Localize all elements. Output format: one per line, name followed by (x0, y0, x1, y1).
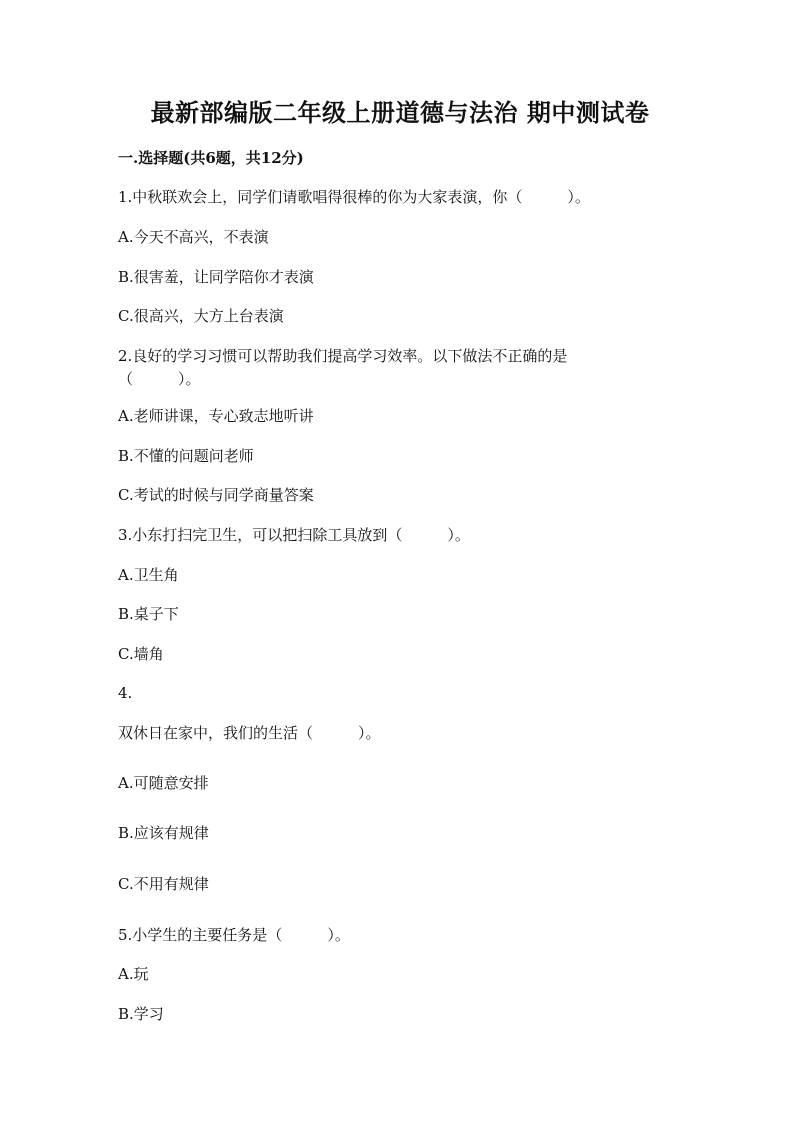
question-1-option-b: B.很害羞，让同学陪你才表演 (118, 268, 314, 286)
question-3-option-a: A.卫生角 (118, 566, 179, 584)
question-4-stem: 4. (118, 684, 133, 702)
page-title: 最新部编版二年级上册道德与法治 期中测试卷 (150, 98, 650, 127)
question-2-option-a: A.老师讲课，专心致志地听讲 (118, 407, 314, 425)
question-4-option-b: B.应该有规律 (118, 824, 209, 842)
question-3-option-b: B.桌子下 (118, 605, 179, 623)
question-2-option-b: B.不懂的问题问老师 (118, 447, 254, 465)
question-3-stem: 3.小东打扫完卫生，可以把扫除工具放到（ ）。 (118, 526, 470, 544)
question-3-option-c: C.墙角 (118, 645, 164, 663)
question-2-stem-cont: （ ）。 (118, 370, 201, 388)
question-4-option-c: C.不用有规律 (118, 875, 209, 893)
question-1-stem: 1.中秋联欢会上，同学们请歌唱得很棒的你为大家表演，你（ ）。 (118, 188, 590, 206)
question-2-stem: 2.良好的学习习惯可以帮助我们提高学习效率。以下做法不正确的是 (118, 347, 568, 365)
question-1-option-c: C.很高兴，大方上台表演 (118, 307, 284, 325)
question-5-option-b: B.学习 (118, 1005, 164, 1023)
question-1-option-a: A.今天不高兴，不表演 (118, 228, 269, 246)
section-heading: 一.选择题(共6题，共12分) (118, 149, 304, 167)
question-4-stem-cont: 双休日在家中，我们的生活（ ）。 (118, 724, 381, 742)
question-5-option-a: A.玩 (118, 965, 149, 983)
question-4-option-a: A.可随意安排 (118, 774, 209, 792)
question-5-stem: 5.小学生的主要任务是（ ）。 (118, 926, 350, 944)
question-2-option-c: C.考试的时候与同学商量答案 (118, 486, 314, 504)
